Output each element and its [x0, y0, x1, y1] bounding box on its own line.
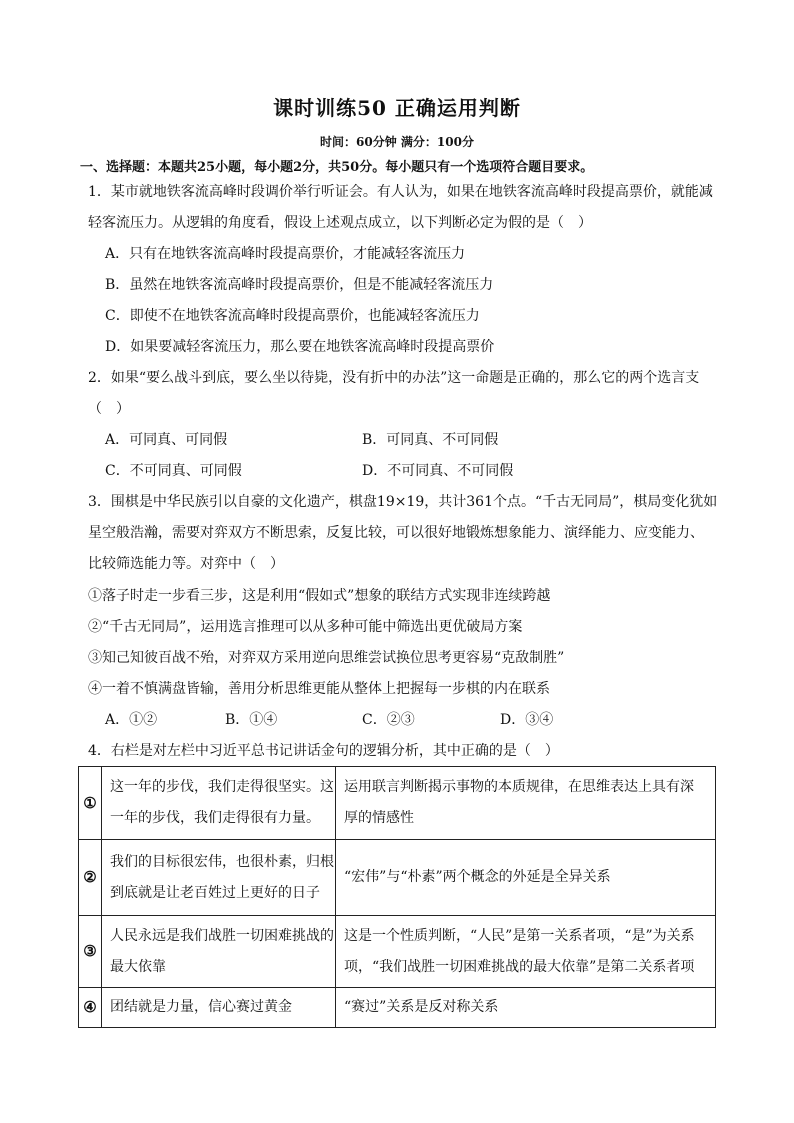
quote-line: 最大依靠	[110, 958, 166, 975]
table-row	[79, 988, 716, 1028]
question-2-option-c: C．不可同真、可同假	[105, 463, 242, 479]
analysis-cell	[336, 988, 716, 1028]
page-title: 课时训练50 正确运用判断	[273, 96, 521, 120]
quote-line: 一年的步伐，我们走得很有力量。	[110, 810, 320, 826]
row-number: ①	[79, 767, 102, 840]
analysis-cell	[336, 840, 716, 916]
row-number: ②	[79, 840, 102, 916]
question-3-statement-1: ①落子时走一步看三步，这是利用“假如式”想象的联结方式实现非连续跨越	[88, 588, 551, 604]
question-2-line: 2．如果“要么战斗到底，要么坐以待毙，没有折中的办法”这一命题是正确的，那么它的两个选言支	[88, 370, 700, 386]
question-3-statement-2: ②“千古无同局”，运用选言推理可以从多种可能中筛选出更优破局方案	[88, 619, 523, 635]
section-heading: 一、选择题：本题共25小题，每小题2分，共50分。每小题只有一个选项符合题目要求。	[80, 160, 594, 175]
quote-cell	[102, 840, 336, 916]
question-2-option-d: D．不可同真、不可同假	[362, 463, 514, 479]
analysis-line: 项，“我们战胜一切困难挑战的最大依靠”是第二关系者项	[344, 958, 695, 975]
quote-cell	[102, 767, 336, 840]
quote-line: 这一年的步伐，我们走得很坚实。这	[110, 779, 334, 795]
question-3-line: 星空般浩瀚，需要对弈双方不断思索，反复比较，可以很好地锻炼想象能力、演绎能力、应变能力、	[88, 525, 704, 541]
exam-meta: 时间：60分钟 满分：100分	[320, 135, 474, 149]
analysis-line: 运用联言判断揭示事物的本质规律，在思维表达上具有深	[344, 779, 694, 795]
quote-cell	[102, 916, 336, 988]
question-3-option-a: A．①②	[105, 712, 158, 728]
question-3-option-d: D．③④	[500, 712, 554, 728]
question-3-statement-4: ④一着不慎满盘皆输，善用分析思维更能从整体上把握每一步棋的内在联系	[88, 681, 550, 697]
quote-line: 到底就是让老百姓过上更好的日子	[110, 884, 320, 901]
question-2-option-b: B．可同真、不可同假	[362, 432, 499, 448]
question-1-option-b: B．虽然在地铁客流高峰时段提高票价，但是不能减轻客流压力	[105, 277, 494, 293]
question-4-stem: 4．右栏是对左栏中习近平总书记讲话金句的逻辑分析，其中正确的是（ ）	[88, 743, 559, 759]
quote-cell	[102, 988, 336, 1028]
analysis-line: 厚的情感性	[344, 810, 414, 826]
question-1-option-d: D．如果要减轻客流压力，那么要在地铁客流高峰时段提高票价	[105, 339, 495, 355]
quote-line: 我们的目标很宏伟，也很朴素，归根	[110, 853, 334, 870]
question-2-option-a: A．可同真、可同假	[105, 432, 228, 448]
analysis-line: 这是一个性质判断，“人民”是第一关系者项，“是”为关系	[344, 927, 695, 944]
question-1-line: 1．某市就地铁客流高峰时段调价举行听证会。有人认为，如果在地铁客流高峰时段提高票价，就能减	[88, 184, 713, 200]
table-row	[79, 916, 716, 988]
question-3-statement-3: ③知己知彼百战不殆，对弈双方采用逆向思维尝试换位思考更容易“克敌制胜”	[88, 650, 565, 666]
row-number: ③	[79, 916, 102, 988]
question-3-line: 比较筛选能力等。对弈中（ ）	[88, 556, 284, 572]
table-row	[79, 840, 716, 916]
question-1-option-c: C．即使不在地铁客流高峰时段提高票价，也能减轻客流压力	[105, 308, 480, 324]
question-3-line: 3．围棋是中华民族引以自豪的文化遗产，棋盘19×19，共计361个点。“千古无同局”，棋局变化犹如	[88, 494, 718, 510]
analysis-line: “赛过”关系是反对称关系	[344, 999, 499, 1015]
analysis-cell	[336, 767, 716, 840]
quote-line: 团结就是力量，信心赛过黄金	[110, 999, 292, 1015]
question-2-line: （ ）	[88, 401, 130, 417]
analysis-cell	[336, 916, 716, 988]
question-1-line: 轻客流压力。从逻辑的角度看，假设上述观点成立，以下判断必定为假的是（ ）	[88, 215, 592, 231]
row-number: ④	[79, 988, 102, 1028]
analysis-table	[78, 766, 716, 1028]
quote-line: 人民永远是我们战胜一切困难挑战的	[110, 927, 334, 944]
analysis-line: “宏伟”与“朴素”两个概念的外延是全异关系	[344, 869, 611, 885]
question-3-option-b: B．①④	[225, 712, 278, 728]
question-3-option-c: C．②③	[362, 712, 415, 728]
table-row	[79, 767, 716, 840]
question-1-option-a: A．只有在地铁客流高峰时段提高票价，才能减轻客流压力	[105, 246, 466, 262]
